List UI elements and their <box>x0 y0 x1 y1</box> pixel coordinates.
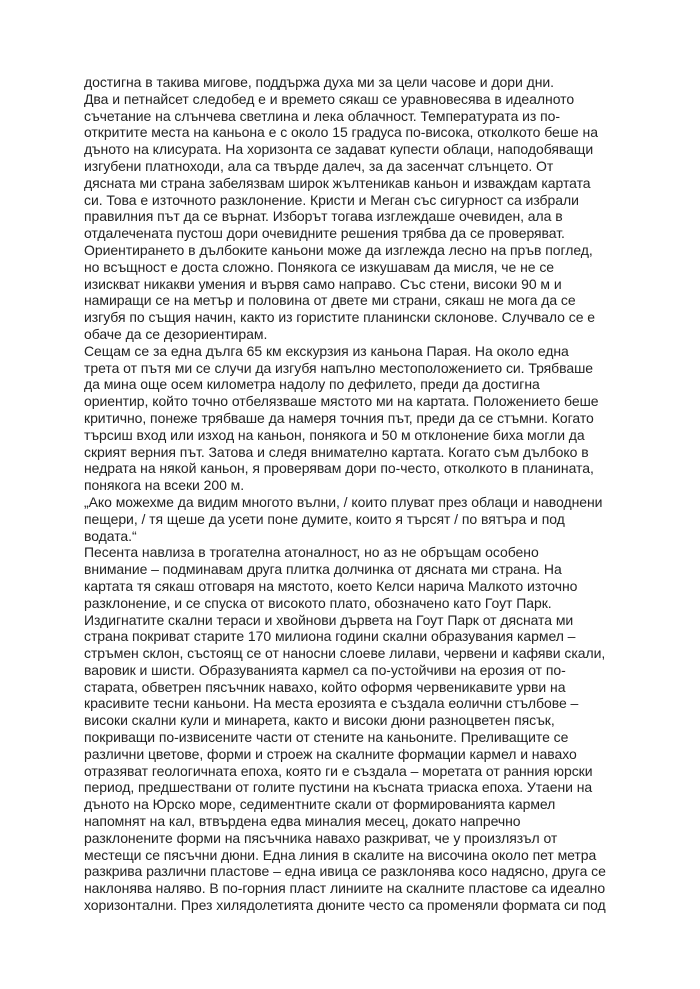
text-line: наклонява наляво. В по-горния пласт линиите на скалните пластове са идеално <box>84 880 606 897</box>
text-line: правилния път да се върнат. Изборът тогава изглеждаше очевиден, ала в <box>84 208 563 225</box>
text-line: изгубя по същия начин, както из гористите планински склонове. Случвало се е <box>84 309 596 326</box>
text-line: старата, обветрен пясъчник навахо, който оформя червеникавите урви на <box>84 678 566 695</box>
body-text <box>84 74 624 914</box>
text-line: Ориентирането в дълбоките каньони може да изглежда лесно на пръв поглед, <box>84 241 593 258</box>
text-line: ориентир, който точно отбелязваше мястото ми на картата. Положението беше <box>84 393 599 410</box>
text-line: картата тя сякаш отговаря на мястото, което Келси нарича Малкото източно <box>84 577 578 594</box>
text-line: внимание – подминавам друга плитка долчинка от дясната ми страна. На <box>84 561 562 578</box>
text-line: разклонените форми на пясъчника навахо разкриват, че у произлязъл от <box>84 829 558 846</box>
text-line: водата.“ <box>84 527 137 544</box>
text-line: напомнят на кал, втвърдена едва миналия месец, докато напречно <box>84 813 521 830</box>
text-line: недрата на някой каньон, я проверявам дори по-често, отколкото в планината, <box>84 460 594 477</box>
text-line: понякога на всеки 200 м. <box>84 477 245 494</box>
text-line: достигна в такива мигове, поддържа духа ми за цели часове и дори дни. <box>84 74 554 90</box>
text-line: красивите тесни каньони. На места ерозията е създала еолични стълбове – <box>84 695 579 712</box>
text-line: отдалечената пустош дори очевидните решения трябва да се проверяват. <box>84 225 565 242</box>
text-line: изискват никакви умения и вървя само направо. Със стени, високи 90 м и <box>84 275 562 292</box>
text-line: стръмен склон, състоящ се от наносни слоеве лилави, червени и кафяви скали, <box>84 645 606 662</box>
text-line: критично, понеже трябваше да намеря точния път, преди да се стъмни. Когато <box>84 409 594 426</box>
text-line: дясната ми страна забелязвам широк жълтеникав каньон и изваждам картата <box>84 174 591 191</box>
text-line: намиращи се на метър и половина от двете ми страни, сякаш не мога да се <box>84 292 576 309</box>
text-line: Издигнатите скални тераси и хвойнови дървета на Гоут Парк от дясната ми <box>84 611 574 628</box>
text-line: период, предшествани от голите пустини на късната триаска епоха. Утаени на <box>84 779 593 796</box>
text-line: местещи се пясъчни дюни. Една линия в скалите на височина около пет метра <box>84 846 597 863</box>
text-line: обаче да се дезориентирам. <box>84 325 268 342</box>
text-line: дъното на Юрско море, седиментните скали от формированията кармел <box>84 796 556 813</box>
text-line: си. Това е източното разклонение. Кристи и Меган със сигурност са избрали <box>84 191 579 208</box>
text-line: покриващи по-извисените части от стените на каньоните. Преливащите се <box>84 729 569 746</box>
text-line: търсиш вход или изход на каньон, понякога и 50 м отклонение биха могли да <box>84 426 585 443</box>
text-line: пещери, / тя щеше да усети поне думите, които я търсят / по вятъра и под <box>84 510 565 527</box>
text-line: откритите места на каньона е с около 15 градуса по-висока, отколкото беше на <box>84 124 598 141</box>
text-line: отразяват геологичната епоха, която ги е създала – моретата от ранния юрски <box>84 762 593 779</box>
text-line: високи скални кули и минарета, както и високи дюни разноцветен пясък, <box>84 712 555 729</box>
text-line: съчетание на слънчева светлина и лека облачност. Температурата из по- <box>84 107 561 124</box>
text-line: Два и петнайсет следобед е и времето сякаш се уравновесява в идеалното <box>84 90 575 107</box>
text-line: страна покриват старите 170 милиона години скални образувания кармел – <box>84 628 576 645</box>
text-line: дъното на клисурата. На хоризонта се задават купести облаци, наподобяващи <box>84 141 594 158</box>
text-line: разклонение, и се спуска от високото плато, обозначено като Гоут Парк. <box>84 594 552 611</box>
text-line: но всъщност е доста сложно. Понякога се изкушавам да мисля, че не се <box>84 258 555 275</box>
text-line: „Ако можехме да видим многото вълни, / които плуват през облаци и наводнени <box>84 493 603 510</box>
text-line: изгубени платноходи, ала са твърде далеч, за да засенчат слънцето. От <box>84 157 554 174</box>
text-line: варовик и шисти. Образуванията кармел са по-устойчиви на ерозия от по- <box>84 661 566 678</box>
text-line: Сещам се за една дълга 65 км екскурзия из каньона Парая. На около една <box>84 342 569 359</box>
text-line: скрият верния път. Затова и следя внимателно картата. Когато съм дълбоко в <box>84 443 589 460</box>
text-line: Песента навлиза в трогателна атоналност, но аз не обръщам особено <box>84 544 539 561</box>
text-line: хоризонтални. През хилядолетията дюните често са променяли формата си под <box>84 897 606 914</box>
text-line: да мина още осем километра надолу по дефилето, преди да достигна <box>84 376 540 393</box>
text-line: различни цветове, форми и строеж на скалните формации кармел и навахо <box>84 745 577 762</box>
text-line: разкрива различни пластове – една ивица се разклонява косо надясно, друга се <box>84 863 606 880</box>
text-line: трета от пътя ми се случи да изгубя напълно местоположението си. Трябваше <box>84 359 594 376</box>
